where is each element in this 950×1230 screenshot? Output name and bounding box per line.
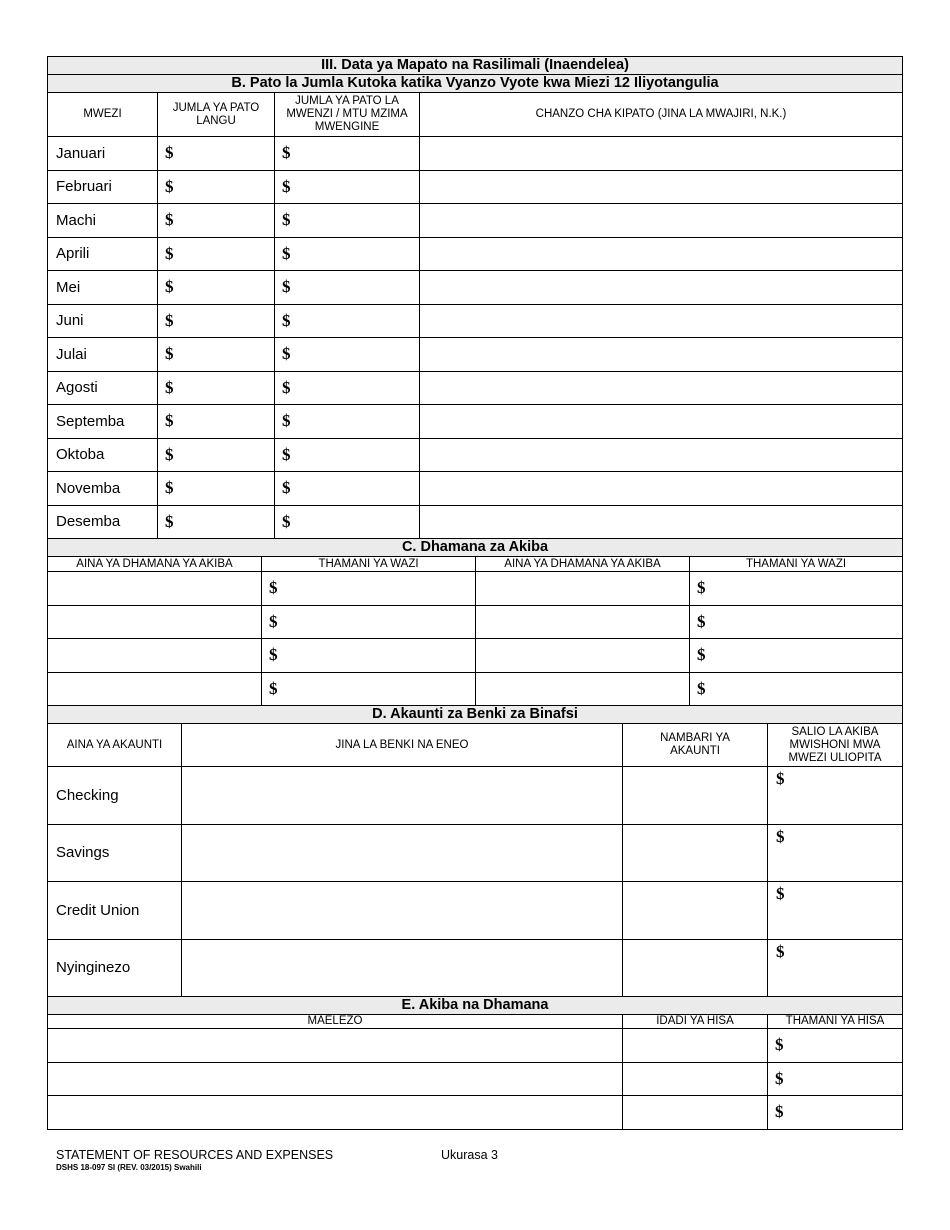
table-row xyxy=(48,672,903,706)
table-row xyxy=(48,505,903,539)
col-shares-header: IDADI YA HISA xyxy=(623,1015,768,1029)
table-row xyxy=(48,204,903,238)
my-income-field[interactable]: $ xyxy=(158,505,275,539)
savings-bond-type-field[interactable] xyxy=(48,639,262,673)
spouse-income-field[interactable]: $ xyxy=(275,338,420,372)
spouse-income-field[interactable]: $ xyxy=(275,271,420,305)
account-type-label: Savings xyxy=(48,824,182,882)
table-row xyxy=(48,438,903,472)
my-income-field[interactable]: $ xyxy=(158,237,275,271)
savings-bond-type-field[interactable] xyxy=(476,605,690,639)
account-type-label: Credit Union xyxy=(48,882,182,940)
account-number-field[interactable] xyxy=(623,882,768,940)
savings-bond-value-field[interactable]: $ xyxy=(262,672,476,706)
table-row xyxy=(48,137,903,171)
balance-field[interactable]: $ xyxy=(768,767,903,825)
savings-bond-value-field[interactable]: $ xyxy=(262,639,476,673)
bank-name-field[interactable] xyxy=(182,767,623,825)
stock-description-field[interactable] xyxy=(48,1029,623,1063)
bank-name-field[interactable] xyxy=(182,939,623,997)
month-label: Mei xyxy=(48,271,158,305)
spouse-income-field[interactable]: $ xyxy=(275,371,420,405)
col-value2-header: THAMANI YA WAZI xyxy=(690,557,903,572)
my-income-field[interactable]: $ xyxy=(158,338,275,372)
col-month-header: MWEZI xyxy=(48,93,158,137)
col-type2-header: AINA YA DHAMANA YA AKIBA xyxy=(476,557,690,572)
balance-field[interactable]: $ xyxy=(768,939,903,997)
my-income-field[interactable]: $ xyxy=(158,371,275,405)
section-c-table xyxy=(47,538,903,706)
savings-bond-value-field[interactable]: $ xyxy=(690,605,903,639)
month-label: Oktoba xyxy=(48,438,158,472)
share-value-field[interactable]: $ xyxy=(768,1096,903,1130)
table-row xyxy=(48,371,903,405)
col-source-header: CHANZO CHA KIPATO (JINA LA MWAJIRI, N.K.) xyxy=(420,93,903,137)
my-income-field[interactable]: $ xyxy=(158,472,275,506)
savings-bond-value-field[interactable]: $ xyxy=(262,605,476,639)
income-source-field[interactable] xyxy=(420,505,903,539)
table-row xyxy=(48,304,903,338)
income-source-field[interactable] xyxy=(420,271,903,305)
table-row xyxy=(48,605,903,639)
spouse-income-field[interactable]: $ xyxy=(275,472,420,506)
account-number-field[interactable] xyxy=(623,767,768,825)
col-account-type-header: AINA YA AKAUNTI xyxy=(48,724,182,767)
table-row xyxy=(48,639,903,673)
spouse-income-field[interactable]: $ xyxy=(275,304,420,338)
share-value-field[interactable]: $ xyxy=(768,1029,903,1063)
spouse-income-field[interactable]: $ xyxy=(275,204,420,238)
income-source-field[interactable] xyxy=(420,170,903,204)
month-label: Septemba xyxy=(48,405,158,439)
income-source-field[interactable] xyxy=(420,137,903,171)
table-row xyxy=(48,170,903,204)
savings-bond-value-field[interactable]: $ xyxy=(262,572,476,606)
col-spouse-income-header: JUMLA YA PATO LA MWENZI / MTU MZIMA MWENGINE xyxy=(275,93,420,137)
table-row xyxy=(48,1029,903,1063)
col-my-income-header: JUMLA YA PATO LANGU xyxy=(158,93,275,137)
my-income-field[interactable]: $ xyxy=(158,137,275,171)
income-source-field[interactable] xyxy=(420,371,903,405)
spouse-income-field[interactable]: $ xyxy=(275,438,420,472)
form-title: STATEMENT OF RESOURCES AND EXPENSES xyxy=(56,1148,334,1162)
col-account-number-header: NAMBARI YA AKAUNTI xyxy=(623,724,768,767)
section-title: III. Data ya Mapato na Rasilimali (Inaendelea) xyxy=(48,57,903,75)
month-label: Desemba xyxy=(48,505,158,539)
share-count-field[interactable] xyxy=(623,1029,768,1063)
table-row xyxy=(48,338,903,372)
income-source-field[interactable] xyxy=(420,472,903,506)
page-number: Ukurasa 3 xyxy=(441,1148,498,1162)
share-count-field[interactable] xyxy=(623,1062,768,1096)
my-income-field[interactable]: $ xyxy=(158,438,275,472)
account-number-field[interactable] xyxy=(623,939,768,997)
col-value1-header: THAMANI YA WAZI xyxy=(262,557,476,572)
savings-bond-type-field[interactable] xyxy=(476,639,690,673)
savings-bond-type-field[interactable] xyxy=(476,672,690,706)
share-count-field[interactable] xyxy=(623,1096,768,1130)
month-label: Novemba xyxy=(48,472,158,506)
savings-bond-value-field[interactable]: $ xyxy=(690,572,903,606)
stock-description-field[interactable] xyxy=(48,1062,623,1096)
table-row xyxy=(48,882,903,940)
table-row xyxy=(48,767,903,825)
form xyxy=(47,56,903,1130)
my-income-field[interactable]: $ xyxy=(158,170,275,204)
balance-field[interactable]: $ xyxy=(768,824,903,882)
month-label: Februari xyxy=(48,170,158,204)
month-label: Aprili xyxy=(48,237,158,271)
income-source-field[interactable] xyxy=(420,338,903,372)
income-source-field[interactable] xyxy=(420,438,903,472)
savings-bond-type-field[interactable] xyxy=(48,572,262,606)
section-e-title: E. Akiba na Dhamana xyxy=(48,997,903,1015)
month-label: Juni xyxy=(48,304,158,338)
col-balance-header: SALIO LA AKIBA MWISHONI MWA MWEZI ULIOPITA xyxy=(768,724,903,767)
spouse-income-field[interactable]: $ xyxy=(275,137,420,171)
savings-bond-type-field[interactable] xyxy=(476,572,690,606)
savings-bond-value-field[interactable]: $ xyxy=(690,672,903,706)
table-row xyxy=(48,237,903,271)
col-share-value-header: THAMANI YA HISA xyxy=(768,1015,903,1029)
income-source-field[interactable] xyxy=(420,204,903,238)
account-type-label: Checking xyxy=(48,767,182,825)
col-bank-header: JINA LA BENKI NA ENEO xyxy=(182,724,623,767)
table-row xyxy=(48,939,903,997)
spouse-income-field[interactable]: $ xyxy=(275,505,420,539)
spouse-income-field[interactable]: $ xyxy=(275,170,420,204)
my-income-field[interactable]: $ xyxy=(158,271,275,305)
income-source-field[interactable] xyxy=(420,304,903,338)
my-income-field[interactable]: $ xyxy=(158,204,275,238)
col-type1-header: AINA YA DHAMANA YA AKIBA xyxy=(48,557,262,572)
table-row xyxy=(48,1096,903,1130)
savings-bond-value-field[interactable]: $ xyxy=(690,639,903,673)
section-b-table xyxy=(47,56,903,539)
section-b-title: B. Pato la Jumla Kutoka katika Vyanzo Vyote kwa Miezi 12 Iliyotangulia xyxy=(48,75,903,93)
account-number-field[interactable] xyxy=(623,824,768,882)
month-label: Julai xyxy=(48,338,158,372)
share-value-field[interactable]: $ xyxy=(768,1062,903,1096)
my-income-field[interactable]: $ xyxy=(158,304,275,338)
my-income-field[interactable]: $ xyxy=(158,405,275,439)
table-row xyxy=(48,405,903,439)
spouse-income-field[interactable]: $ xyxy=(275,405,420,439)
month-label: Machi xyxy=(48,204,158,238)
footer xyxy=(56,1148,856,1172)
bank-name-field[interactable] xyxy=(182,824,623,882)
col-desc-header: MAELEZO xyxy=(48,1015,623,1029)
month-label: Agosti xyxy=(48,371,158,405)
account-type-label: Nyinginezo xyxy=(48,939,182,997)
table-row xyxy=(48,572,903,606)
section-d-table xyxy=(47,705,903,997)
table-row xyxy=(48,1062,903,1096)
income-source-field[interactable] xyxy=(420,237,903,271)
section-d-title: D. Akaunti za Benki za Binafsi xyxy=(48,706,903,724)
stock-description-field[interactable] xyxy=(48,1096,623,1130)
table-row xyxy=(48,472,903,506)
savings-bond-type-field[interactable] xyxy=(48,605,262,639)
section-e-table xyxy=(47,996,903,1130)
table-row xyxy=(48,824,903,882)
section-c-title: C. Dhamana za Akiba xyxy=(48,539,903,557)
month-label: Januari xyxy=(48,137,158,171)
table-row xyxy=(48,271,903,305)
balance-field[interactable]: $ xyxy=(768,882,903,940)
spouse-income-field[interactable]: $ xyxy=(275,237,420,271)
savings-bond-type-field[interactable] xyxy=(48,672,262,706)
income-source-field[interactable] xyxy=(420,405,903,439)
bank-name-field[interactable] xyxy=(182,882,623,940)
form-number: DSHS 18-097 SI (REV. 03/2015) Swahili xyxy=(56,1163,202,1172)
